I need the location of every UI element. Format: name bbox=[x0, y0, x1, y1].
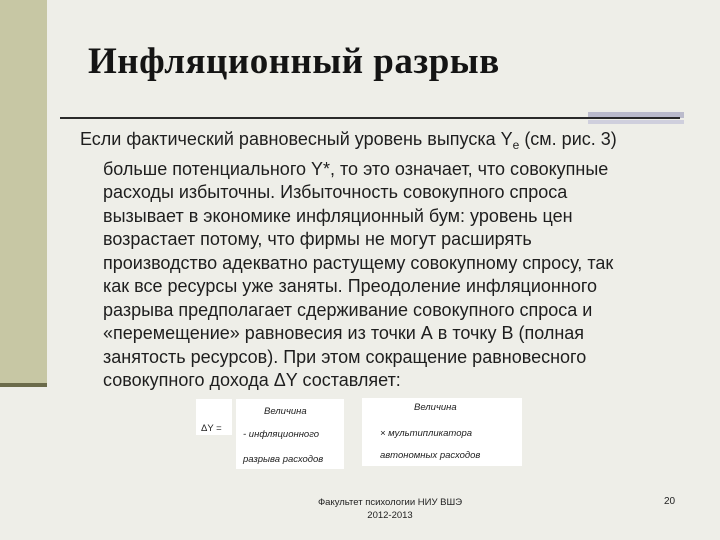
footer-line: 2012-2013 bbox=[367, 510, 413, 521]
body-line: Если фактический равновесный уровень выпуска $Y_e$ (см. рис. 3) bbox=[80, 129, 617, 152]
body-line: разрыва предполагает сдерживание совокупного спроса и bbox=[103, 299, 593, 320]
body-line: «перемещение» равновесия из точки А в точку В (полная bbox=[103, 323, 585, 343]
body-line: возрастает потому, что фирмы не могут расширять bbox=[103, 229, 532, 249]
body-line: занятость ресурсов). При этом сокращение равновесного bbox=[103, 346, 587, 367]
subscript-e: e bbox=[512, 138, 520, 152]
slide-title: Инфляционный разрыв bbox=[88, 41, 500, 82]
page-number: 20 bbox=[664, 496, 676, 507]
formula-left-top: Величина bbox=[264, 406, 307, 417]
decor-bar-line bbox=[0, 383, 47, 387]
title-rule bbox=[60, 117, 680, 119]
formula-left-bottom: разрыва расходов bbox=[243, 454, 324, 465]
body-line: больше потенциального Y*, то это означает, что совокупные bbox=[103, 158, 609, 179]
title-rule-accent-2 bbox=[588, 120, 684, 124]
body-line: расходы избыточны. Избыточность совокупного спроса bbox=[103, 182, 568, 202]
formula-lhs: ΔY = bbox=[201, 423, 222, 434]
formula-right-mid: × мультипликатора bbox=[380, 428, 473, 439]
footer-line: Факультет психологии НИУ ВШЭ bbox=[317, 497, 463, 508]
formula-right-top: Величина bbox=[414, 402, 457, 413]
body-line: вызывает в экономике инфляционный бум: уровень цен bbox=[103, 205, 573, 226]
formula-right-bottom: автономных расходов bbox=[380, 450, 481, 461]
body-line: совокупного дохода ΔY составляет: bbox=[103, 370, 401, 390]
formula-left-mid: - инфляционного bbox=[243, 429, 320, 440]
body-line: производство адекватно растущему совокупному спросу, так bbox=[103, 252, 614, 273]
slide-footer bbox=[290, 496, 490, 522]
body-line: как все ресурсы уже заняты. Преодоление инфляционного bbox=[103, 276, 598, 296]
slide-body bbox=[80, 128, 690, 393]
decor-bar-bottom bbox=[0, 113, 47, 383]
decor-bar-top bbox=[0, 0, 47, 113]
